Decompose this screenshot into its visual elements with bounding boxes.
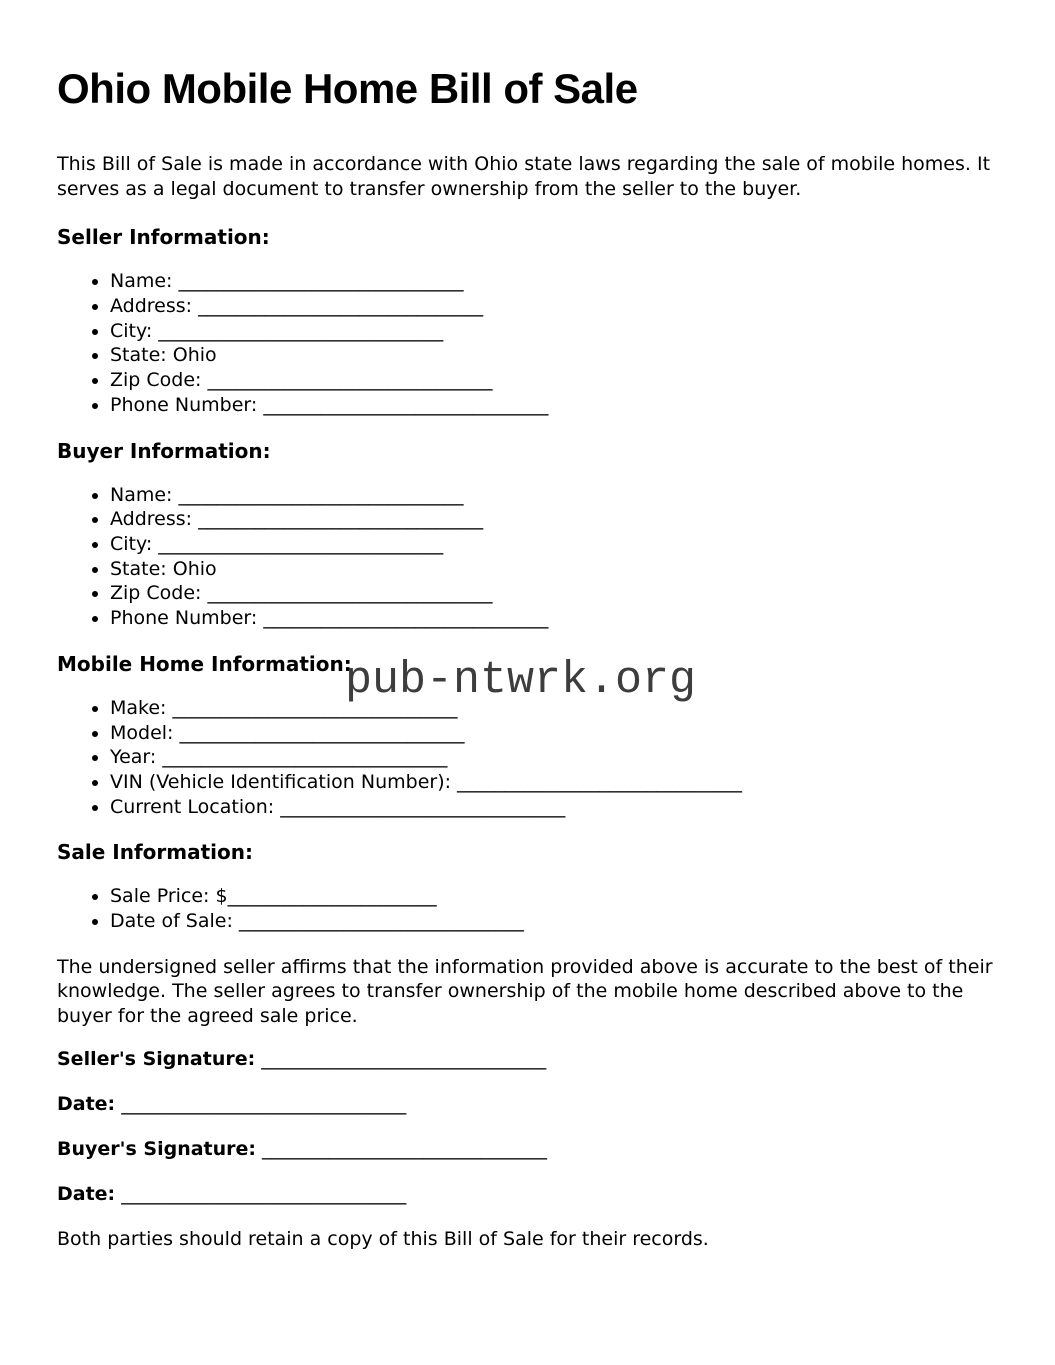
vin-field: • VIN (Vehicle Identification Number): ______________________________ [110, 770, 998, 795]
date-of-sale-field: • Date of Sale: ______________________________ [110, 909, 998, 934]
buyer-city-field: • City: ______________________________ [110, 532, 998, 557]
buyer-signature-line: ______________________________ [262, 1137, 548, 1160]
section-heading-sale: Sale Information: [57, 840, 253, 865]
buyer-state-field: • State: Ohio [110, 557, 998, 582]
seller-name-field: • Name: ______________________________ [110, 269, 998, 294]
mobile-home-field-list [57, 696, 998, 820]
buyer-signature-row [57, 1137, 998, 1162]
sale-field-list [57, 884, 998, 933]
seller-phone-field: • Phone Number: ______________________________ [110, 393, 998, 418]
make-field: • Make: ______________________________ [110, 696, 998, 721]
seller-city-field: • City: ______________________________ [110, 319, 998, 344]
seller-field-list [57, 269, 998, 417]
sale-price-field: • Sale Price: $______________________ [110, 884, 998, 909]
section-heading-buyer: Buyer Information: [57, 438, 271, 463]
current-location-field: • Current Location: ______________________________ [110, 795, 998, 820]
seller-zip-field: • Zip Code: ______________________________ [110, 368, 998, 393]
buyer-name-field: • Name: ______________________________ [110, 483, 998, 508]
buyer-address-field: • Address: ______________________________ [110, 507, 998, 532]
seller-state-field: • State: Ohio [110, 343, 998, 368]
buyer-date-label: Date: [57, 1182, 116, 1205]
seller-date-line: ______________________________ [121, 1092, 407, 1115]
buyer-field-list [57, 483, 998, 631]
watermark: pub-ntwrk.org [345, 655, 697, 706]
buyer-date-row [57, 1182, 998, 1207]
seller-signature-line: ______________________________ [261, 1047, 547, 1070]
section-heading-mobile-home: Mobile Home Information: [57, 651, 352, 676]
year-field: • Year: ______________________________ [110, 745, 998, 770]
affirmation-paragraph: The undersigned seller affirms that the information provided above is accurate to the best of their knowledge. The seller agrees to transfer ownership of the mobile home described above to the buyer for the agreed sale price. [57, 955, 993, 1028]
intro-paragraph: This Bill of Sale is made in accordance with Ohio state laws regarding the sale of mobile homes. It serves as a legal document to transfer ownership from the seller to the buyer. [57, 153, 991, 200]
page-title: Ohio Mobile Home Bill of Sale [57, 65, 638, 112]
seller-address-field: • Address: ______________________________ [110, 294, 998, 319]
model-field: • Model: ______________________________ [110, 721, 998, 746]
section-heading-seller: Seller Information: [57, 225, 270, 250]
footer-note: Both parties should retain a copy of this Bill of Sale for their records. [57, 1227, 709, 1250]
seller-date-row [57, 1092, 998, 1117]
buyer-zip-field: • Zip Code: ______________________________ [110, 581, 998, 606]
seller-signature-label: Seller's Signature: [57, 1047, 256, 1070]
seller-date-label: Date: [57, 1092, 116, 1115]
seller-signature-row [57, 1047, 998, 1072]
buyer-date-line: ______________________________ [121, 1182, 407, 1205]
buyer-signature-label: Buyer's Signature: [57, 1137, 256, 1160]
buyer-phone-field: • Phone Number: ______________________________ [110, 606, 998, 631]
